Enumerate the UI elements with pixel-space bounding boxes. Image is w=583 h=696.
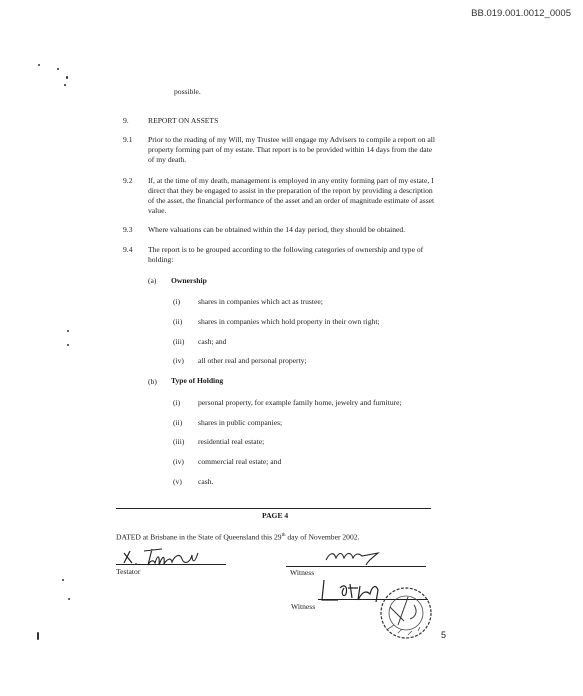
list-item-marker: (ii) bbox=[173, 317, 183, 326]
clause-text: If, at the time of my death, management is employed in any entity forming part of my estate, I direct that they be engaged to assist in the preparation of the report by providing a description of the asset, the financial performance of the asset and an order of magnitude estimate of asset value. bbox=[148, 176, 435, 215]
witness-signature-line bbox=[286, 566, 426, 567]
group-title: Ownership bbox=[171, 276, 207, 285]
list-item: shares in public companies; bbox=[198, 418, 283, 427]
testator-label: Testator bbox=[116, 567, 141, 576]
clause-number: 9.4 bbox=[123, 245, 133, 254]
scan-speck bbox=[62, 579, 64, 581]
scan-speck bbox=[67, 330, 69, 332]
scan-speck bbox=[38, 64, 40, 66]
list-item-marker: (i) bbox=[173, 297, 181, 306]
group-title: Type of Holding bbox=[171, 376, 224, 385]
list-item-marker: (iii) bbox=[173, 437, 185, 446]
list-item-marker: (iv) bbox=[173, 356, 184, 365]
clause-number: 9.3 bbox=[123, 225, 133, 234]
list-item: shares in companies which hold property in their own right; bbox=[198, 317, 380, 326]
group-marker: (a) bbox=[148, 276, 157, 285]
dated-suffix: th bbox=[281, 533, 286, 538]
dated-end: day of November 2002. bbox=[285, 532, 360, 542]
list-item: shares in companies which act as trustee; bbox=[198, 297, 323, 306]
list-item: cash; and bbox=[198, 337, 227, 346]
clause-number: 9.1 bbox=[123, 135, 133, 144]
list-item-marker: (iii) bbox=[173, 337, 185, 346]
section-title: REPORT ON ASSETS bbox=[148, 116, 219, 125]
scan-speck bbox=[37, 632, 39, 640]
clause-text: Where valuations can be obtained within the 14 day period, they should be obtained. bbox=[148, 225, 406, 234]
list-item-marker: (v) bbox=[173, 477, 182, 486]
testator-signature-line bbox=[116, 564, 226, 565]
witness-signature bbox=[322, 544, 392, 568]
clause-number: 9.2 bbox=[123, 176, 133, 185]
dated-text: DATED at Brisbane in the State of Queensland this 29 bbox=[116, 532, 282, 542]
page-label: PAGE 4 bbox=[262, 511, 289, 520]
document-id: BB.019.001.0012_0005 bbox=[471, 8, 571, 19]
continuation-text: possible. bbox=[174, 87, 201, 96]
clause-text: The report is to be grouped according to the following categories of ownership and type of holding: bbox=[148, 245, 424, 264]
scan-speck bbox=[68, 598, 70, 600]
list-item: residential real estate; bbox=[198, 437, 265, 446]
witness-label: Witness bbox=[291, 602, 316, 611]
list-item-marker: (ii) bbox=[173, 418, 183, 427]
list-item: personal property, for example family home, jewelry and furniture; bbox=[198, 398, 402, 407]
clause-text: Prior to the reading of my Will, my Trustee will engage my Advisers to compile a report on all property forming part of my estate. That report is to be provided within 14 days from the date of my death. bbox=[148, 135, 436, 164]
witness-label: Witness bbox=[290, 568, 315, 577]
list-item-marker: (iv) bbox=[173, 457, 184, 466]
footer-rule bbox=[116, 508, 431, 509]
scan-speck bbox=[66, 76, 68, 79]
group-marker: (b) bbox=[148, 377, 157, 386]
list-item: cash. bbox=[198, 477, 214, 486]
section-number: 9. bbox=[123, 116, 129, 125]
list-item: commercial real estate; and bbox=[198, 457, 282, 466]
dated-line bbox=[116, 531, 359, 543]
list-item: all other real and personal property; bbox=[198, 356, 307, 365]
scan-speck bbox=[64, 84, 66, 86]
scan-speck bbox=[57, 68, 59, 70]
page-number: 5 bbox=[441, 630, 447, 640]
scan-speck bbox=[67, 344, 69, 346]
list-item-marker: (i) bbox=[173, 398, 181, 407]
official-stamp bbox=[378, 585, 434, 641]
